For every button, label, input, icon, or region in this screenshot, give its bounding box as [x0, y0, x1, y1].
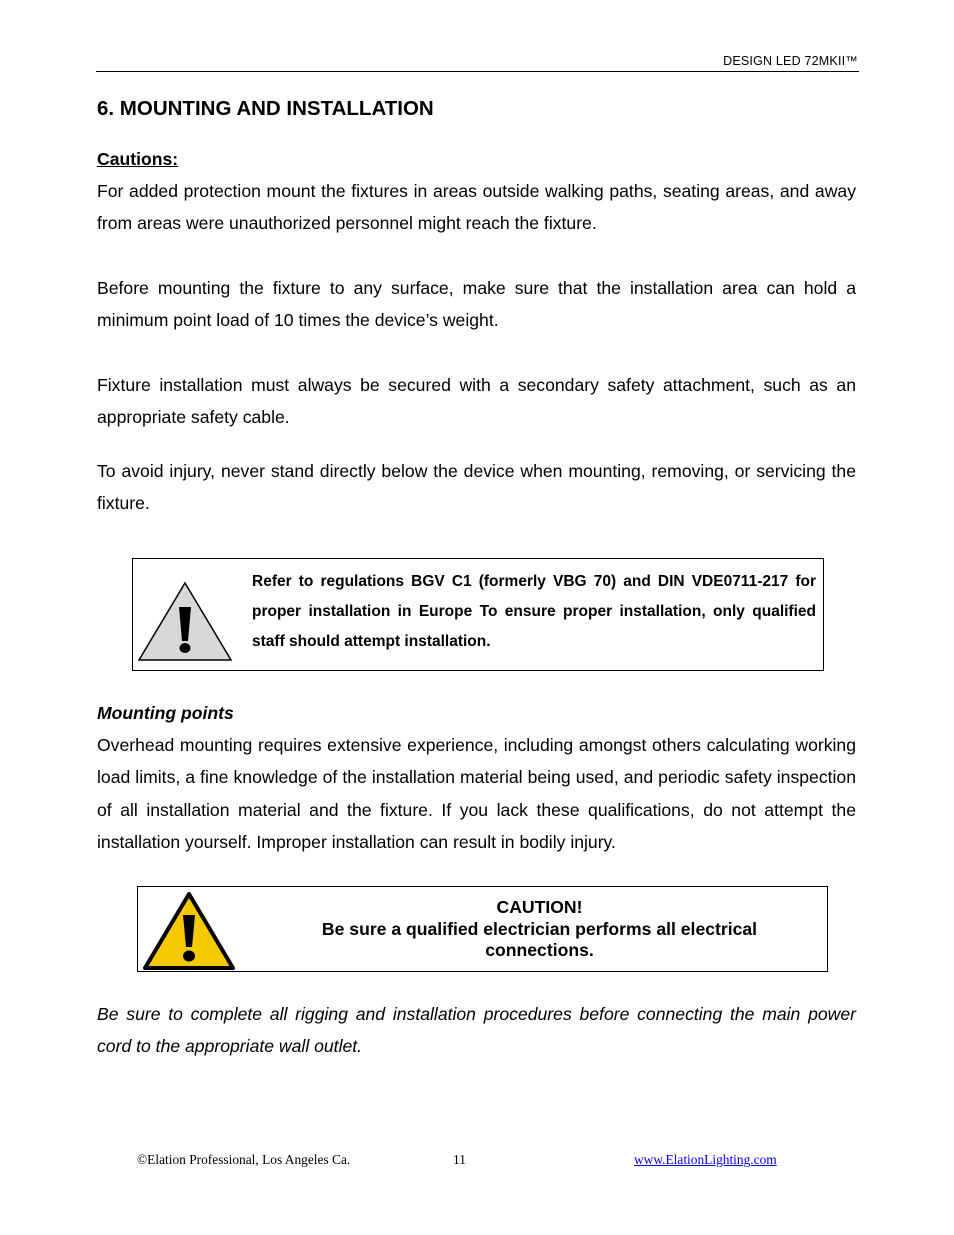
footer-website-link[interactable]: www.ElationLighting.com	[634, 1152, 777, 1167]
warning-triangle-yellow-icon	[142, 891, 236, 971]
warning-triangle-grey-icon	[137, 581, 233, 663]
cautions-paragraph-2: Before mounting the fixture to any surface, make sure that the installation area can hold a minimum point load of 10 times the device’s weight.	[97, 278, 856, 331]
mounting-points-heading: Mounting points	[97, 703, 234, 723]
cautions-heading: Cautions:	[97, 149, 179, 169]
mounting-points-paragraph: Overhead mounting requires extensive experience, including amongst others calculating working load limits, a fine knowledge of the installation material being used, and periodic safety inspection of all installation material and the fixture. If you lack these qualifications, do not attempt the installation yourself. Improper installation can result in bodily injury.	[97, 735, 856, 852]
footer-copyright: ©Elation Professional, Los Angeles Ca.	[137, 1152, 351, 1167]
footer-page-number: 11	[453, 1152, 466, 1167]
header-divider	[96, 71, 859, 72]
caution-message: Be sure a qualified electrician performs all electrical connections.	[321, 918, 758, 961]
cautions-paragraph-3: Fixture installation must always be secured with a secondary safety attachment, such as an appropriate safety cable.	[97, 375, 856, 428]
warning-box	[132, 558, 824, 671]
cautions-paragraph-1: For added protection mount the fixtures in areas outside walking paths, seating areas, and away from areas were unauthorized personnel might reach the fixture.	[97, 181, 856, 234]
document-header-title: DESIGN LED 72MKII™	[723, 54, 858, 68]
final-note: Be sure to complete all rigging and installation procedures before connecting the main power cord to the appropriate wall outlet.	[97, 1004, 856, 1057]
caution-title: CAUTION!	[496, 897, 583, 917]
caution-box-text	[298, 897, 781, 962]
warning-box-text: Refer to regulations BGV C1 (formerly VBG 70) and DIN VDE0711-217 for proper installation in Europe To ensure proper installation, only qualified staff should attempt installation.	[252, 573, 816, 650]
section-title: 6. MOUNTING AND INSTALLATION	[97, 97, 434, 120]
caution-box	[137, 886, 828, 972]
cautions-paragraph-4: To avoid injury, never stand directly below the device when mounting, removing, or servicing the fixture.	[97, 461, 856, 514]
